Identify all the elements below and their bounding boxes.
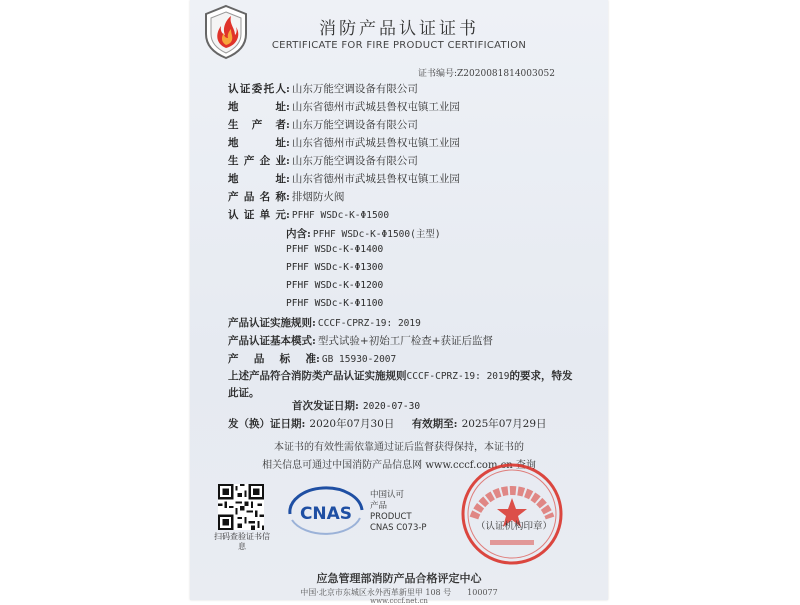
unit-value: PFHF WSDc-K-Φ1500 — [291, 210, 390, 221]
producer-value: 山东万能空调设备有限公司 — [291, 119, 418, 131]
issuing-organization: 应急管理部消防产品合格评定中心 — [316, 572, 482, 585]
certificate-number-value: Z2020081814003052 — [457, 69, 555, 79]
valid-label: 有效期至: — [411, 418, 458, 430]
applicant-value: 山东万能空调设备有限公司 — [291, 83, 418, 95]
factory-row: 生产企业: 山东万能空调设备有限公司 — [228, 155, 418, 167]
certificate-number-label: 证书编号: — [418, 69, 458, 79]
rule-row: 产品认证实施规则: CCCF-CPRZ-19: 2019 — [228, 317, 421, 329]
certificate-title-english: CERTIFICATE FOR FIRE PRODUCT CERTIFICATION — [271, 40, 527, 51]
qr-label: 扫码查验证书信息 — [214, 532, 270, 551]
certificate — [190, 0, 608, 605]
producer-row: 生产者: 山东万能空调设备有限公司 — [228, 119, 418, 131]
note-line-2: 相关信息可通过中国消防产品信息网 www.cccf.com.cn 查询 — [262, 460, 536, 471]
statement-prefix: 上述产品符合消防类产品认证实施规则 — [228, 370, 407, 382]
applicant-label: 认证委托人 — [228, 83, 286, 95]
rule-label: 产品认证实施规则 — [228, 317, 312, 329]
official-red-seal — [460, 462, 564, 566]
standard-row: 产品标准: GB 15930-2007 — [228, 353, 397, 365]
standard-value: GB 15930-2007 — [321, 354, 397, 365]
contains-item: PFHF WSDc-K-Φ1200 — [286, 280, 384, 291]
product-row: 产品名称: 排烟防火阀 — [228, 191, 345, 203]
contains-item: PFHF WSDc-K-Φ1300 — [286, 262, 384, 273]
contains-row: 内含: PFHF WSDc-K-Φ1500(主型) — [286, 228, 441, 240]
cnas-logo — [284, 484, 368, 538]
unit-label: 认证单元 — [228, 209, 286, 221]
cnas-logo-text: CNAS — [299, 504, 353, 524]
contains-item: PFHF WSDc-K-Φ1400 — [286, 244, 384, 255]
first-issue-value: 2020-07-30 — [362, 401, 421, 412]
product-label: 产品名称 — [228, 191, 286, 203]
cnas-line: PRODUCT — [370, 512, 412, 522]
seal-caption: （认证机构印章） — [476, 521, 553, 532]
factory-address-value: 山东省德州市武城县鲁权屯镇工业园 — [291, 173, 460, 185]
applicant-row: 认证委托人: 山东万能空调设备有限公司 — [228, 83, 418, 95]
organization-website[interactable]: www.cccf.net.cn — [370, 597, 428, 605]
cnas-accreditation-text — [370, 490, 427, 534]
valid-value: 2025年07月29日 — [461, 418, 547, 430]
rule-value: CCCF-CPRZ-19: 2019 — [317, 318, 421, 329]
producer-address-value: 山东省德州市武城县鲁权屯镇工业园 — [291, 137, 460, 149]
certificate-number — [418, 66, 555, 79]
certificate-title: 消防产品认证证书 — [319, 19, 479, 39]
producer-address-row: 地址: 山东省德州市武城县鲁权屯镇工业园 — [228, 137, 460, 149]
producer-label: 生产者 — [228, 119, 286, 131]
factory-address-row: 地址: 山东省德州市武城县鲁权屯镇工业园 — [228, 173, 460, 185]
applicant-address-row: 地址: 山东省德州市武城县鲁权屯镇工业园 — [228, 101, 460, 113]
issue-date — [228, 416, 547, 431]
cnas-line: 产品 — [370, 501, 388, 511]
address-label: 地址 — [228, 173, 286, 185]
applicant-address-value: 山东省德州市武城县鲁权屯镇工业园 — [291, 101, 460, 113]
cnas-line: CNAS C073-P — [370, 523, 427, 533]
standard-label: 产品标准 — [228, 353, 316, 365]
mode-row: 产品认证基本模式: 型式试验+初始工厂检查+获证后监督 — [228, 335, 493, 347]
contains-item: PFHF WSDc-K-Φ1500(主型) — [312, 229, 441, 240]
first-issue-label: 首次发证日期: — [292, 400, 359, 412]
product-value: 排烟防火阀 — [291, 191, 345, 203]
factory-label: 生产企业 — [228, 155, 286, 167]
first-issue-date — [292, 398, 420, 413]
unit-row: 认证单元: PFHF WSDc-K-Φ1500 — [228, 209, 390, 221]
mode-value: 型式试验+初始工厂检查+获证后监督 — [317, 335, 493, 347]
issue-label: 发（换）证日期: — [228, 418, 306, 430]
contains-label: 内含 — [286, 228, 307, 240]
statement-rule: CCCF-CPRZ-19: 2019 — [406, 371, 510, 382]
issue-value: 2020年07月30日 — [309, 418, 395, 430]
address-label: 地址 — [228, 137, 286, 149]
cnas-line: 中国认可 — [370, 490, 405, 500]
certification-statement — [228, 368, 578, 402]
note-line-1: 本证书的有效性需依靠通过证后监督获得保持，本证书的 — [274, 442, 524, 453]
address-text: 中国·北京市东城区永外西革新里甲 108 号 100077 — [300, 588, 498, 597]
mode-label: 产品认证基本模式 — [228, 335, 312, 347]
address-label: 地址 — [228, 101, 286, 113]
statement-suffix: 的要求，特发此证。 — [228, 370, 573, 399]
factory-value: 山东万能空调设备有限公司 — [291, 155, 418, 167]
contains-item: PFHF WSDc-K-Φ1100 — [286, 298, 384, 309]
qr-code[interactable] — [218, 484, 264, 530]
